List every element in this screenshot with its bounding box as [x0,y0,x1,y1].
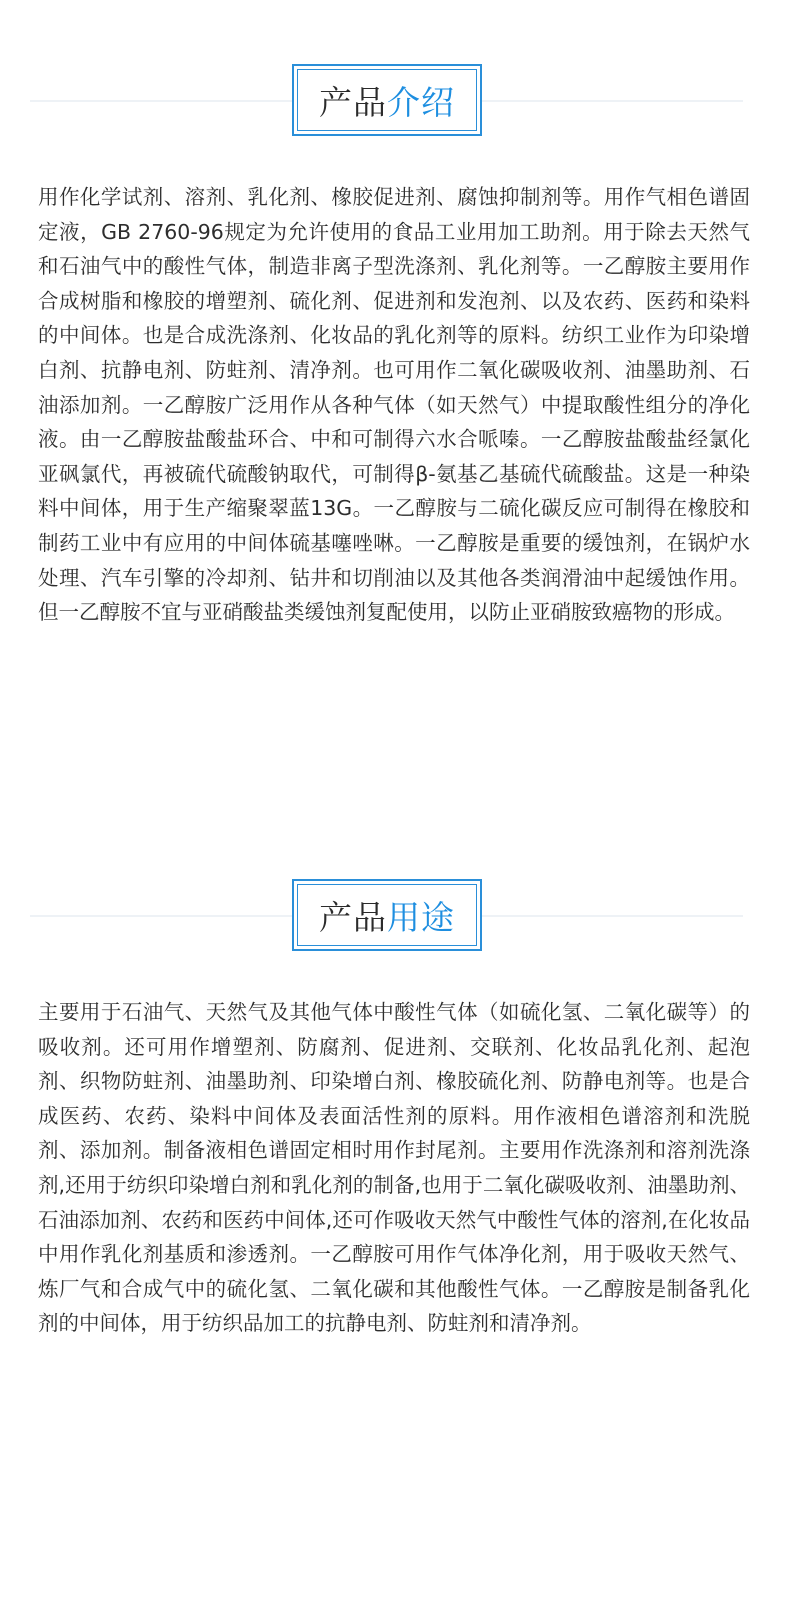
section-title [297,884,477,946]
section-title-frame [292,879,482,951]
section-body-text: 主要用于石油气、天然气及其他气体中酸性气体（如硫化氢、二氧化碳等）的吸收剂。还可用作增塑剂、防腐剂、促进剂、交联剂、化妆品乳化剂、起泡剂、织物防蛀剂、油墨助剂、印染增白剂、橡胶硫化剂、防静电剂等。也是合成医药、农药、染料中间体及表面活性剂的原料。用作液相色谱溶剂和洗脱剂、添加剂。制备液相色谱固定相时用作封尾剂。主要用作洗涤剂和溶剂洗涤剂,还用于纺织印染增白剂和乳化剂的制备,也用于二氧化碳吸收剂、油墨助剂、石油添加剂、农药和医药中间体,还可作吸收天然气中酸性气体的溶剂,在化妆品中用作乳化剂基质和渗透剂。一乙醇胺可用作气体净化剂，用于吸收天然气、炼厂气和合成气中的硫化氢、二氧化碳和其他酸性气体。一乙醇胺是制备乳化剂的中间体，用于纺织品加工的抗静电剂、防蛀剂和清净剂。 [38,1000,750,1336]
section-title-frame [292,64,482,136]
section-header [0,879,788,951]
section-title-highlight: 用途 [387,897,455,937]
section-title-highlight: 介绍 [387,82,455,122]
section-title [297,69,477,131]
section-body-text: 用作化学试剂、溶剂、乳化剂、橡胶促进剂、腐蚀抑制剂等。用作气相色谱固定液，GB 2760-96规定为允许使用的食品工业用加工助剂。用于除去天然气和石油气中的酸性气体，制造非离子型洗涤剂、乳化剂等。一乙醇胺主要用作合成树脂和橡胶的增塑剂、硫化剂、促进剂和发泡剂、以及农药、医药和染料的中间体。也是合成洗涤剂、化妆品的乳化剂等的原料。纺织工业作为印染增白剂、抗静电剂、防蛀剂、清净剂。也可用作二氧化碳吸收剂、油墨助剂、石油添加剂。一乙醇胺广泛用作从各种气体（如天然气）中提取酸性组分的净化液。由一乙醇胺盐酸盐环合、中和可制得六水合哌嗪。一乙醇胺盐酸盐经氯化亚砜氯代，再被硫代硫酸钠取代，可制得β-氨基乙基硫代硫酸盐。这是一种染料中间体，用于生产缩聚翠蓝13G。一乙醇胺与二硫化碳反应可制得在橡胶和制药工业中有应用的中间体硫基噻唑啉。一乙醇胺是重要的缓蚀剂，在锅炉水处理、汽车引擎的冷却剂、钻井和切削油以及其他各类润滑油中起缓蚀作用。但一乙醇胺不宜与亚硝酸盐类缓蚀剂复配使用，以防止亚硝胺致癌物的形成。 [38,185,750,625]
section-title-prefix: 产品 [319,897,387,937]
section-title-prefix: 产品 [319,82,387,122]
section-header [0,64,788,136]
